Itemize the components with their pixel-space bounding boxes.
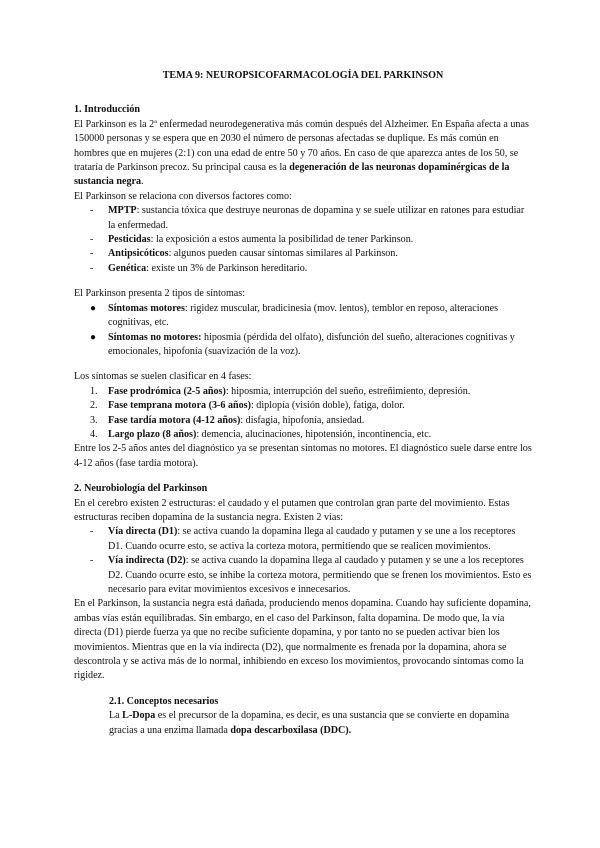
factors-list [74,204,532,276]
list-item: - Vía indirecta (D2): se activa cuando la dopamina llega al caudado y putamen y se une a los receptores D2. Cuando ocurre esto, se inhibe la corteza motora, permitiendo que se frenen los movimientos. Esto es necesario para evitar movimientos excesivos e innecesarios. [90,555,532,595]
list-item: - Genética: existe un 3% de Parkinson hereditario. [90,262,308,274]
section-heading-introduccion: 1. Introducción [74,104,140,116]
list-item: - MPTP: sustancia tóxica que destruye neuronas de dopamina y se suele utilizar en ratones para estudiar la enfermedad. [90,205,525,231]
list-item: 4. Largo plazo (8 años): demencia, alucinaciones, hipotensión, incontinencia, etc. [90,428,432,440]
list-item: 2. Fase temprana motora (3-6 años): diplopía (visión doble), fatiga, dolor. [90,400,405,412]
document-body [74,69,532,738]
list-item: ● Síntomas motores: rigidez muscular, bradicinesia (mov. lentos), temblor en reposo, alteraciones cognitivas, etc. [90,302,499,329]
list-item: - Antipsicóticos: algunos pueden causar síntomas similares al Parkinson. [90,248,398,260]
section-heading-neurobiologia: 2. Neurobiología del Parkinson [74,483,208,495]
phases-outro: Entre los 2-5 años antes del diagnóstico ya se presentan síntomas no motores. El diagnóstico suele darse entre los 4-12 años (fase tardía motora). [74,443,532,469]
list-item: 3. Fase tardía motora (4-12 años): disfagia, hipofonía, ansiedad. [90,414,365,426]
concepts-paragraph: La L-Dopa es el precursor de la dopamina, es decir, es una sustancia que se convierte en dopamina gracias a una enzima llamada dopa descarboxilasa (DDC). [109,710,510,736]
symptoms-intro: El Parkinson presenta 2 tipos de síntomas: [74,288,246,300]
list-item: - Pesticidas: la exposición a estos aumenta la posibilidad de tener Parkinson. [90,234,414,246]
list-item: - Vía directa (D1): se activa cuando la dopamina llega al caudado y putamen y se une a los receptores D1. Cuando ocurre esto, se activa la corteza motora, permitiendo que se realicen movimientos. [90,526,516,552]
bullet-icon: ● [90,302,97,314]
factors-intro: El Parkinson se relaciona con diversos factores como: [74,190,292,202]
symptoms-list [74,302,532,360]
page-title: TEMA 9: NEUROPSICOFARMACOLOGÍA DEL PARKINSON [162,70,444,81]
subsection-heading-conceptos: 2.1. Conceptos necesarios [109,695,219,707]
bullet-icon: ● [90,331,97,343]
pathways-list [74,525,532,597]
list-item: 1. Fase prodrómica (2-5 años): hiposmia, interrupción del sueño, estreñimiento, depresión. [90,385,471,397]
neuro-paragraph-2: En el Parkinson, la sustancia negra está dañada, produciendo menos dopamina. Cuando hay suficiente dopamina, ambas vías están equilibradas. Sin embargo, en el caso del Parkinson, falta dopamina. De modo que, la vía directa (D1) pierde fuerza ya que no recibe suficiente dopamina, y por tanto no se pueden activar bien los movimientos. Mientras que en la vía indirecta (D2), que normalmente es frenada por la dopamina, ahora se descontrola y se activa más de lo normal, inhibiendo en exceso los movimientos, provocando síntomas como la rigidez. [74,598,531,682]
phases-list [74,385,532,443]
list-item: ● Síntomas no motores: hiposmia (pérdida del olfato), disfunción del sueño, alteraciones cognitivas y emocionales, hipofonía (suavización de la voz). [90,331,515,357]
neuro-paragraph-1: En el cerebro existen 2 estructuras: el caudado y el putamen que controlan gran parte del movimiento. Estas estructuras reciben dopamina de la sustancia negra. Existen 2 vías: [74,497,510,523]
phases-intro: Los síntomas se suelen clasificar en 4 fases: [74,371,252,383]
intro-paragraph: El Parkinson es la 2ª enfermedad neurodegenerativa más común después del Alzheimer. En España afecta a unas 150000 personas y se espera que en 2030 el número de personas afectadas se duplique. Es más común en hombres que en mujeres (2:1) con una edad de entre 50 y 70 años. En caso de que aparezca antes de los 50, se trataría de Parkinson precoz. Su principal causa es la degeneración de las neuronas dopaminérgicas de la sustancia negra. [74,118,529,188]
